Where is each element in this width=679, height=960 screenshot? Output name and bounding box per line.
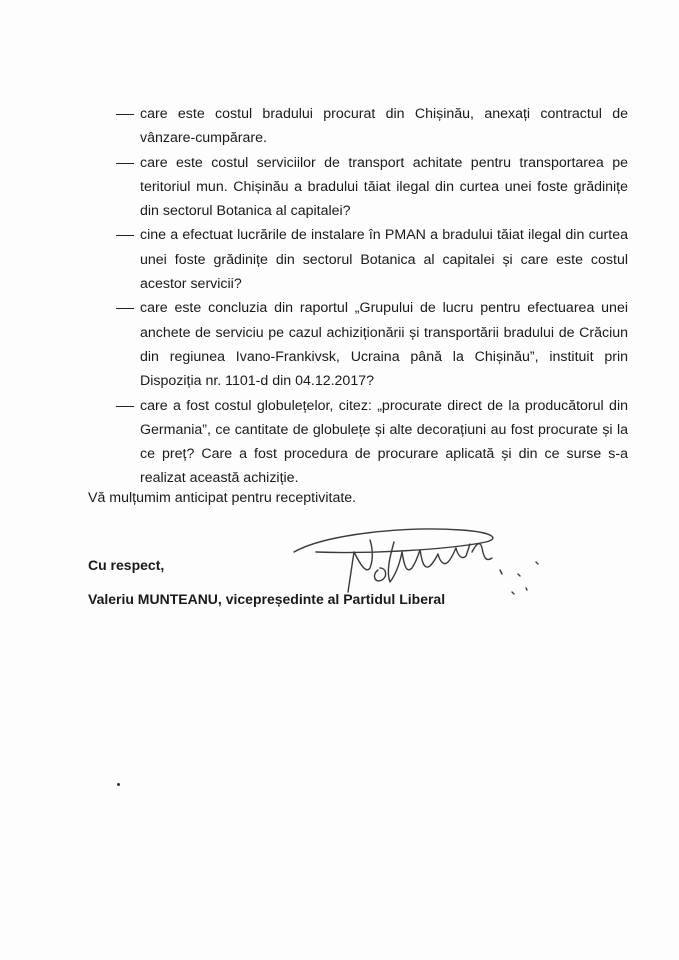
list-item [118, 296, 628, 393]
list-item [118, 223, 628, 296]
list-item-text: care a fost costul globulețelor, citez: „procurate direct de la producătorul din Germania”, ce cantitate de globulețe și alte decorațiuni au fost procurate și la ce preț? Care a fost procedura de procurare aplicată și din ce surse s-a realizat această achiziție. [140, 397, 628, 487]
list-item-text: care este concluzia din raportul „Grupului de lucru pentru efectuarea unei anchete de serviciu pe cazul achiziționării și transportării bradului de Crăciun din regiunea Ivano-Frankivsk, Ucraina până la Chișinău”, instituit prin Dispoziția nr. 1101-d din 04.12.2017? [140, 300, 628, 390]
signer-name: Valeriu MUNTEANU, vicepreședinte al Partidul Liberal [88, 591, 446, 607]
list-item-text: care este costul bradului procurat din Chișinău, anexați contractul de vânzare-cumpărare. [140, 106, 628, 147]
question-list [118, 102, 628, 491]
list-item-text: care este costul serviciilor de transport achitate pentru transportarea pe teritoriul mun. Chișinău a bradului tăiat ilegal din curtea unei foste grădinițe din sectorul Botanica al capitalei? [140, 154, 628, 220]
list-item-text: cine a efectuat lucrările de instalare în PMAN a bradului tăiat ilegal din curtea unei foste grădinițe din sectorul Botanica al capitalei și care este costul acestor servicii? [140, 227, 628, 293]
stray-mark [117, 783, 120, 786]
list-item [118, 102, 628, 151]
closing-line: Vă mulțumim anticipat pentru receptivitate. [88, 490, 357, 506]
list-item [118, 151, 628, 224]
regards-line: Cu respect, [88, 557, 165, 573]
list-item [118, 394, 628, 491]
